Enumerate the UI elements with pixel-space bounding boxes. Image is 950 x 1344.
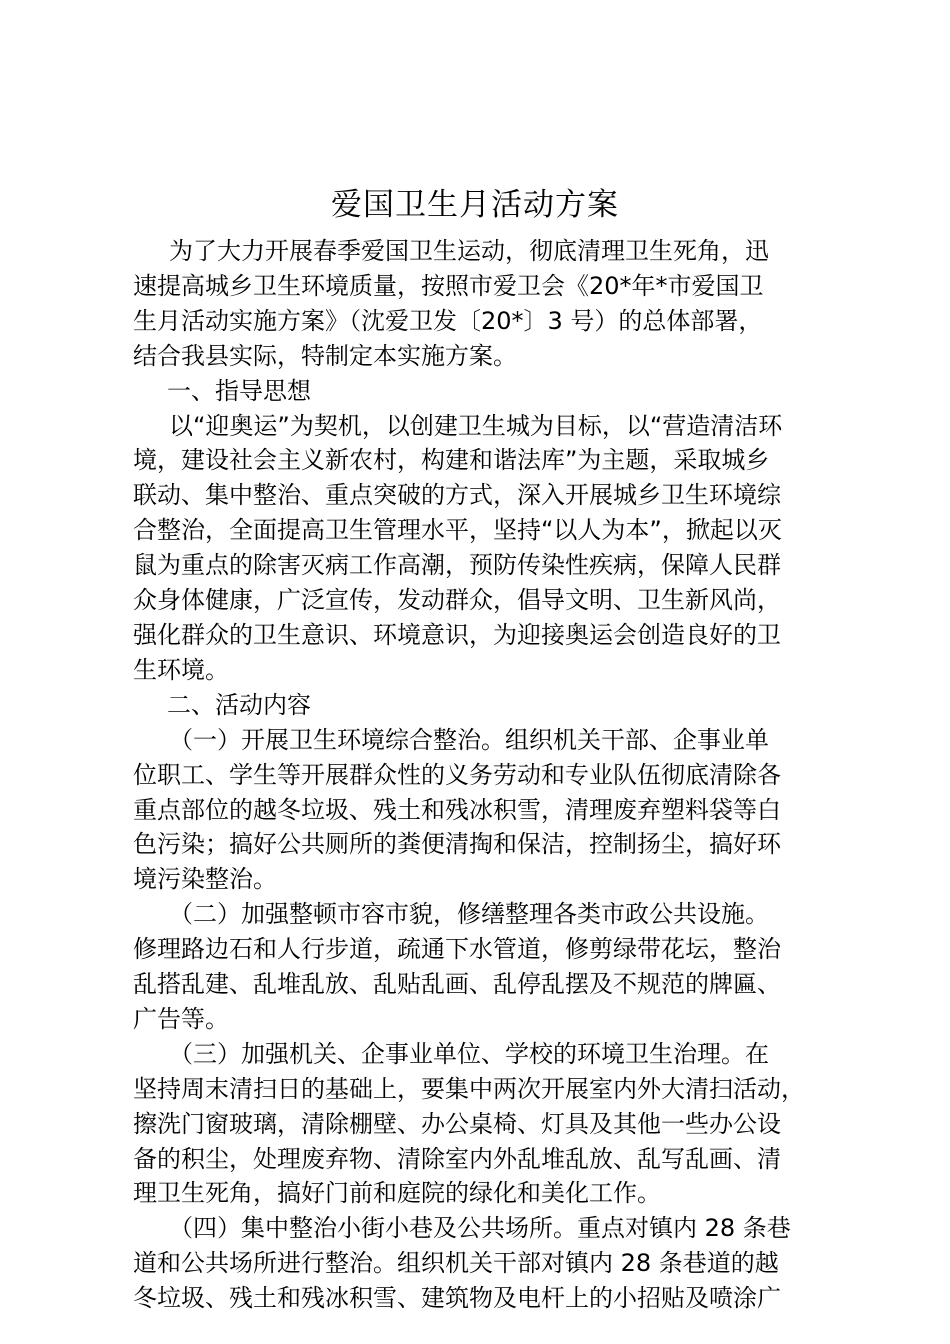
text-line: 重点部位的越冬垃圾、残土和残冰积雪，清理废弃塑料袋等白 bbox=[133, 795, 781, 824]
text-line: 修理路边石和人行步道，疏通下水管道，修剪绿带花坛，整治 bbox=[133, 935, 781, 964]
text-line: 广告等。 bbox=[133, 1004, 229, 1033]
text-line: （三）加强机关、企事业单位、学校的环境卫生治理。在 bbox=[169, 1039, 769, 1068]
paragraph-item-2 bbox=[133, 897, 843, 1037]
text-line: 生月活动实施方案》（沈爱卫发〔20*〕3 号）的总体部署， bbox=[133, 306, 763, 335]
text-line: 以“迎奥运”为契机，以创建卫生城为目标，以“营造清洁环 bbox=[169, 411, 783, 440]
text-line: 境，建设社会主义新农村，构建和谐法库”为主题，采取城乡 bbox=[133, 446, 770, 475]
text-line: 结合我县实际，特制定本实施方案。 bbox=[133, 341, 517, 370]
section-heading-activity-content: 二、活动内容 bbox=[167, 690, 311, 719]
document-title: 爱国卫生月活动方案 bbox=[331, 187, 619, 223]
text-line: 冬垃圾、残土和残冰积雪、建筑物及电杆上的小招贴及喷涂广 bbox=[133, 1284, 781, 1313]
text-line: 境污染整治。 bbox=[133, 865, 277, 894]
paragraph-intro bbox=[133, 234, 843, 374]
text-line: 备的积尘，处理废弃物、清除室内外乱堆乱放、乱写乱画、清 bbox=[133, 1144, 781, 1173]
text-line: 为了大力开展春季爱国卫生运动，彻底清理卫生死角，迅 bbox=[169, 237, 769, 265]
text-line: 速提高城乡卫生环境质量，按照市爱卫会《20*年*市爱国卫 bbox=[133, 271, 764, 300]
text-line: 联动、集中整治、重点突破的方式，深入开展城乡卫生环境综 bbox=[133, 481, 781, 510]
document-body bbox=[133, 234, 843, 1316]
section-heading-guiding-ideology: 一、指导思想 bbox=[167, 376, 311, 405]
text-line: 强化群众的卫生意识、环境意识，为迎接奥运会创造良好的卫 bbox=[133, 620, 781, 649]
paragraph-guiding-ideology bbox=[133, 409, 843, 688]
text-line: （一）开展卫生环境综合整治。组织机关干部、企事业单 bbox=[169, 725, 769, 754]
text-line: 众身体健康，广泛宣传，发动群众，倡导文明、卫生新风尚， bbox=[133, 586, 781, 615]
text-line: 道和公共场所进行整治。组织机关干部对镇内 28 条巷道的越 bbox=[133, 1249, 779, 1278]
text-line: 生环境。 bbox=[133, 655, 229, 684]
text-line: 乱搭乱建、乱堆乱放、乱贴乱画、乱停乱摆及不规范的牌匾、 bbox=[133, 970, 781, 999]
text-line: 理卫生死角，搞好门前和庭院的绿化和美化工作。 bbox=[133, 1179, 661, 1208]
text-line: 鼠为重点的除害灭病工作高潮，预防传染性疾病，保障人民群 bbox=[133, 551, 781, 580]
text-line: 擦洗门窗玻璃，清除棚壁、办公桌椅、灯具及其他一些办公设 bbox=[133, 1109, 781, 1138]
paragraph-item-4 bbox=[133, 1211, 843, 1316]
paragraph-item-3 bbox=[133, 1037, 843, 1212]
text-line: 坚持周末清扫日的基础上，要集中两次开展室内外大清扫活动， bbox=[133, 1074, 805, 1103]
paragraph-item-1 bbox=[133, 723, 843, 898]
text-line: 位职工、学生等开展群众性的义务劳动和专业队伍彻底清除各 bbox=[133, 760, 781, 789]
text-line: （四）集中整治小街小巷及公共场所。重点对镇内 28 条巷 bbox=[169, 1214, 791, 1243]
text-line: 合整治，全面提高卫生管理水平，坚持“以人为本”，掀起以灭 bbox=[133, 516, 782, 545]
text-line: 色污染；搞好公共厕所的粪便清掏和保洁，控制扬尘，搞好环 bbox=[133, 830, 781, 859]
text-line: （二）加强整顿市容市貌，修缮整理各类市政公共设施。 bbox=[169, 900, 769, 929]
